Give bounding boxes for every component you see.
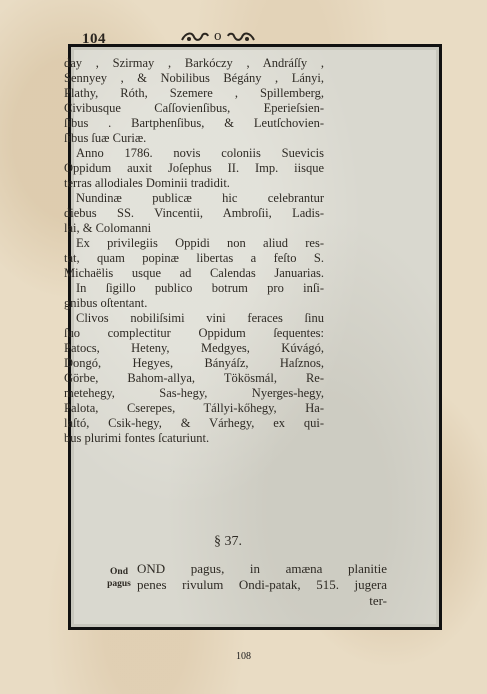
margin-note-line: pagus — [107, 579, 131, 589]
text-line: ter- — [369, 593, 387, 608]
ond-paragraph — [137, 561, 387, 609]
left-flourish-icon — [180, 30, 210, 44]
paragraph-sigillo — [64, 281, 324, 311]
text-line: lai, & Colomanni — [64, 221, 152, 235]
text-line: diebus SS. Vincentii, Ambroſii, Ladis- — [64, 206, 324, 220]
text-line: bus plurimi fontes ſcaturiunt. — [64, 431, 210, 445]
margin-note-line: Ond — [110, 567, 128, 577]
text-line: gnibus oſtentant. — [64, 296, 148, 310]
text-line: ſibus ſuæ Curiæ. — [64, 131, 147, 145]
text-line: penes rivulum Ondi-patak, 515. jugera — [137, 577, 387, 592]
footer-page-number: 108 — [236, 651, 251, 662]
paragraph-privilegiis — [64, 236, 324, 281]
text-line: Dongó, Hegyes, Bányáſz, Haſznos, — [64, 356, 324, 370]
text-line: OND pagus, in amæna planitie — [137, 561, 387, 576]
paragraph-curia — [64, 56, 324, 146]
paragraph-anno-1786 — [64, 146, 324, 191]
text-line: Patocs, Heteny, Medgyes, Kúvágó, — [64, 341, 324, 355]
text-line: Michaëlis usque ad Calendas Januarias. — [64, 266, 324, 280]
text-line: tat, quam popinæ libertas a feſto S. — [64, 251, 324, 265]
page-header — [82, 28, 332, 50]
right-flourish-icon — [226, 30, 256, 44]
text-line: Civibusque Caſſovienſibus, Eperieſsien- — [64, 101, 324, 115]
margin-note — [100, 566, 138, 590]
text-line: Clivos nobiliſsimi vini feraces ſinu — [76, 311, 324, 325]
text-line: metehegy, Sas-hegy, Nyerges-hegy, — [64, 386, 324, 400]
text-line: Ex privilegiis Oppidi non aliud res- — [76, 236, 324, 250]
text-line: In ſigillo publico botrum pro inſi- — [76, 281, 324, 295]
text-line: Oppidum auxit Joſephus II. Imp. iisque — [64, 161, 324, 175]
text-line: Palota, Cserepes, Tállyi-kőhegy, Ha- — [64, 401, 324, 415]
text-line: Görbe, Bahom-allya, Tökösmál, Re- — [64, 371, 324, 385]
ornament-center: o — [214, 28, 222, 44]
paragraph-clivos — [64, 311, 324, 446]
main-text — [64, 56, 324, 446]
text-line: Nundinæ publicæ hic celebrantur — [76, 191, 324, 205]
page-number: 104 — [82, 30, 106, 47]
text-line: Plathy, Róth, Szemere , Spillemberg, — [64, 86, 324, 100]
text-line: laſtó, Csik-hegy, & Várhegy, ex qui- — [64, 416, 324, 430]
header-ornament — [180, 28, 256, 45]
text-line: Sennyey , & Nobilibus Bégány , Lányi, — [64, 71, 324, 85]
paragraph-nundinae — [64, 191, 324, 236]
text-line: Anno 1786. novis coloniis Suevicis — [76, 146, 324, 160]
text-line: ſibus . Bartphenſibus, & Leutſchovien- — [64, 116, 324, 130]
section-heading: § 37. — [214, 534, 242, 549]
text-line: day , Szirmay , Barkóczy , Andráſſy , — [64, 56, 324, 70]
text-line: terras allodiales Dominii tradidit. — [64, 176, 230, 190]
text-line: ſuo complectitur Oppidum ſequentes: — [64, 326, 324, 340]
